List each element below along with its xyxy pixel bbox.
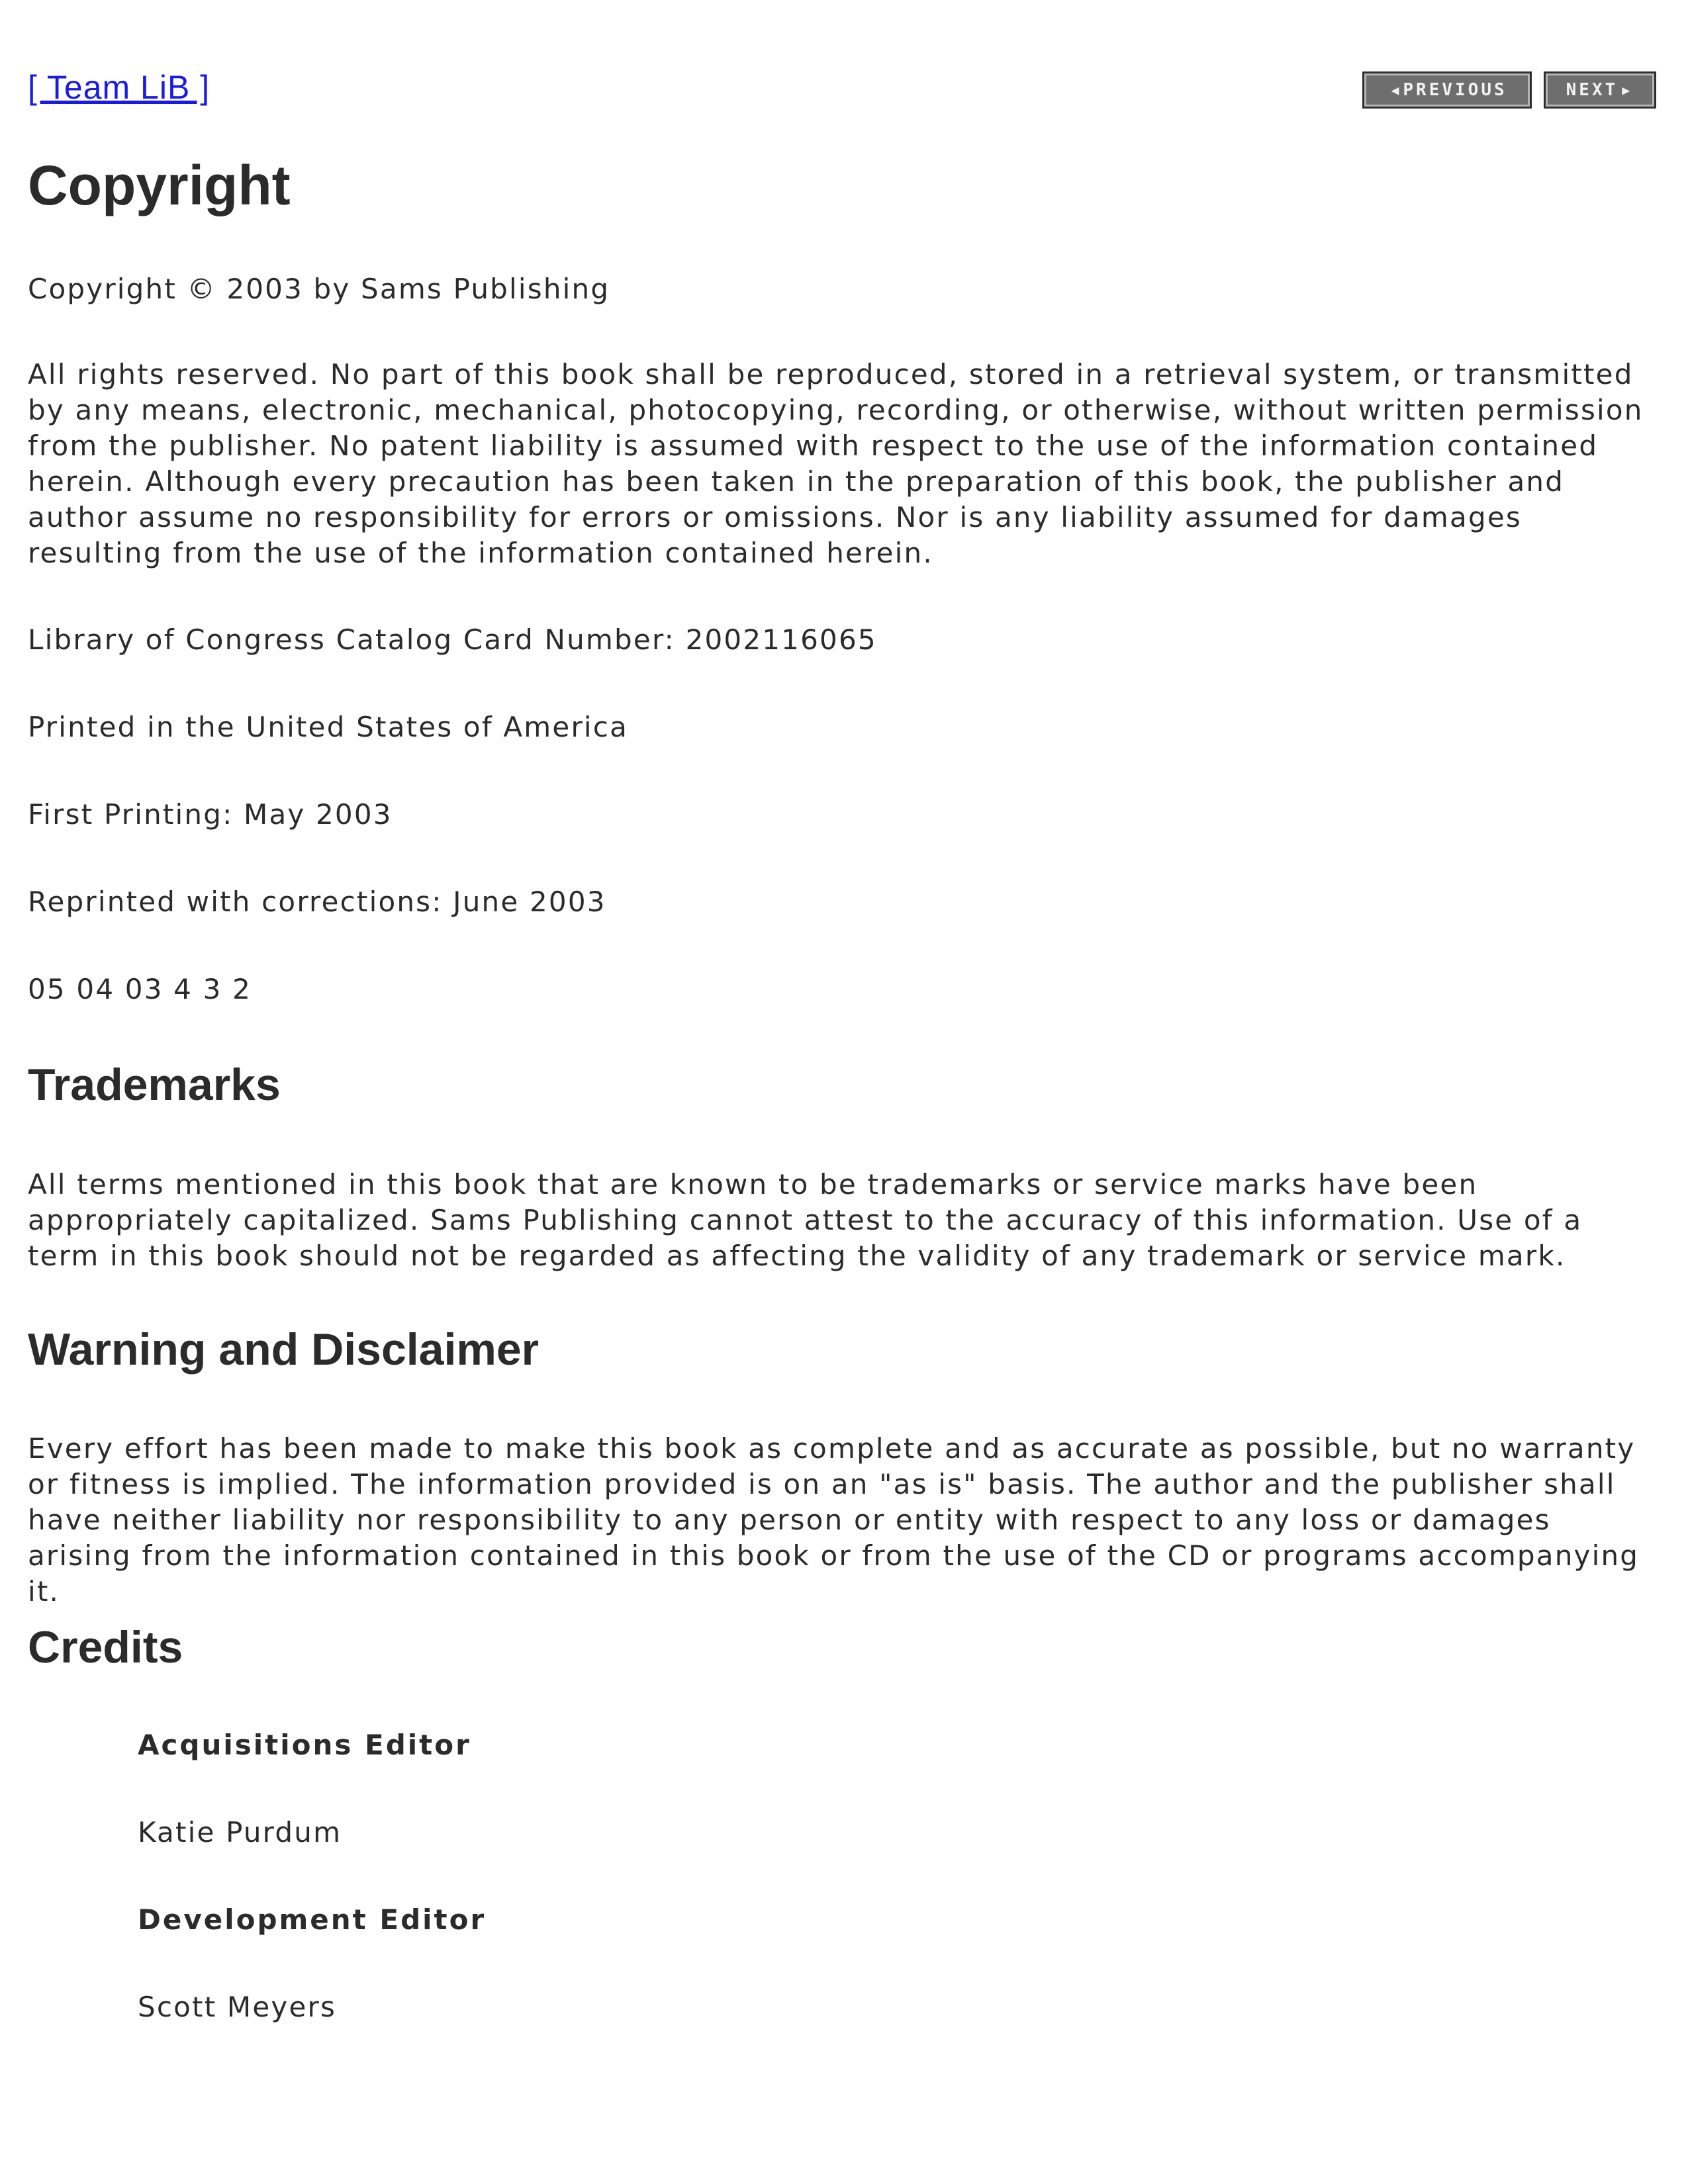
catalog-number: Library of Congress Catalog Card Number: 2002116065 (28, 623, 877, 656)
reprinted-note: Reprinted with corrections: June 2003 (28, 886, 606, 918)
trademarks-heading: Trademarks (28, 1060, 281, 1110)
next-button[interactable] (1544, 71, 1656, 109)
document-page (28, 0, 1656, 2023)
print-run-numbers: 05 04 03 4 3 2 (28, 973, 252, 1005)
credit-name: Katie Purdum (138, 1816, 342, 1848)
rights-paragraph: All rights reserved. No part of this book shall be reproduced, stored in a retrieval system, or transmitted by any means, electronic, mechanical, photocopying, recording, or otherwise, without written permission from the publisher. No patent liability is assumed with respect to the use of the information contained herein. Although every precaution has been taken in the preparation of this book, the publisher and author assume no responsibility for errors or omissions. Nor is any liability assumed for damages resulting from the use of the information contained herein. (28, 358, 1644, 569)
credit-role: Development Editor (138, 1903, 487, 1936)
previous-button[interactable] (1362, 71, 1532, 109)
warning-heading: Warning and Disclaimer (28, 1324, 539, 1375)
arrow-right-icon: ▶ (1622, 82, 1630, 98)
top-navigation-bar (28, 0, 1656, 126)
copyright-line: Copyright © 2003 by Sams Publishing (28, 273, 610, 305)
page-title: Copyright (28, 154, 291, 216)
first-printing: First Printing: May 2003 (28, 798, 393, 831)
arrow-left-icon: ◀ (1391, 82, 1399, 98)
credit-name: Scott Meyers (138, 1991, 337, 2023)
credit-role: Acquisitions Editor (138, 1729, 471, 1761)
nav-buttons (1362, 71, 1656, 109)
warning-text: Every effort has been made to make this book as complete and as accurate as possible, but no warranty or fitness is implied. The information provided is on an "as is" basis. The author and the publisher shall have neither liability nor responsibility to any person or entity with respect to any loss or damages arising from the information contained in this book or from the use of the CD or programs accompanying it. (28, 1432, 1640, 1608)
team-lib-link[interactable]: [ Team LiB ] (28, 69, 211, 106)
printed-in: Printed in the United States of America (28, 711, 629, 743)
trademarks-text: All terms mentioned in this book that are known to be trademarks or service marks have been appropriately capitalized. Sams Publishing cannot attest to the accuracy of this information. Use of a term in this book should not be regarded as affecting the validity of any trademark or service mark. (28, 1168, 1583, 1272)
credits-heading: Credits (28, 1622, 183, 1672)
next-button-label: NEXT (1566, 80, 1618, 100)
previous-button-label: PREVIOUS (1403, 80, 1507, 100)
